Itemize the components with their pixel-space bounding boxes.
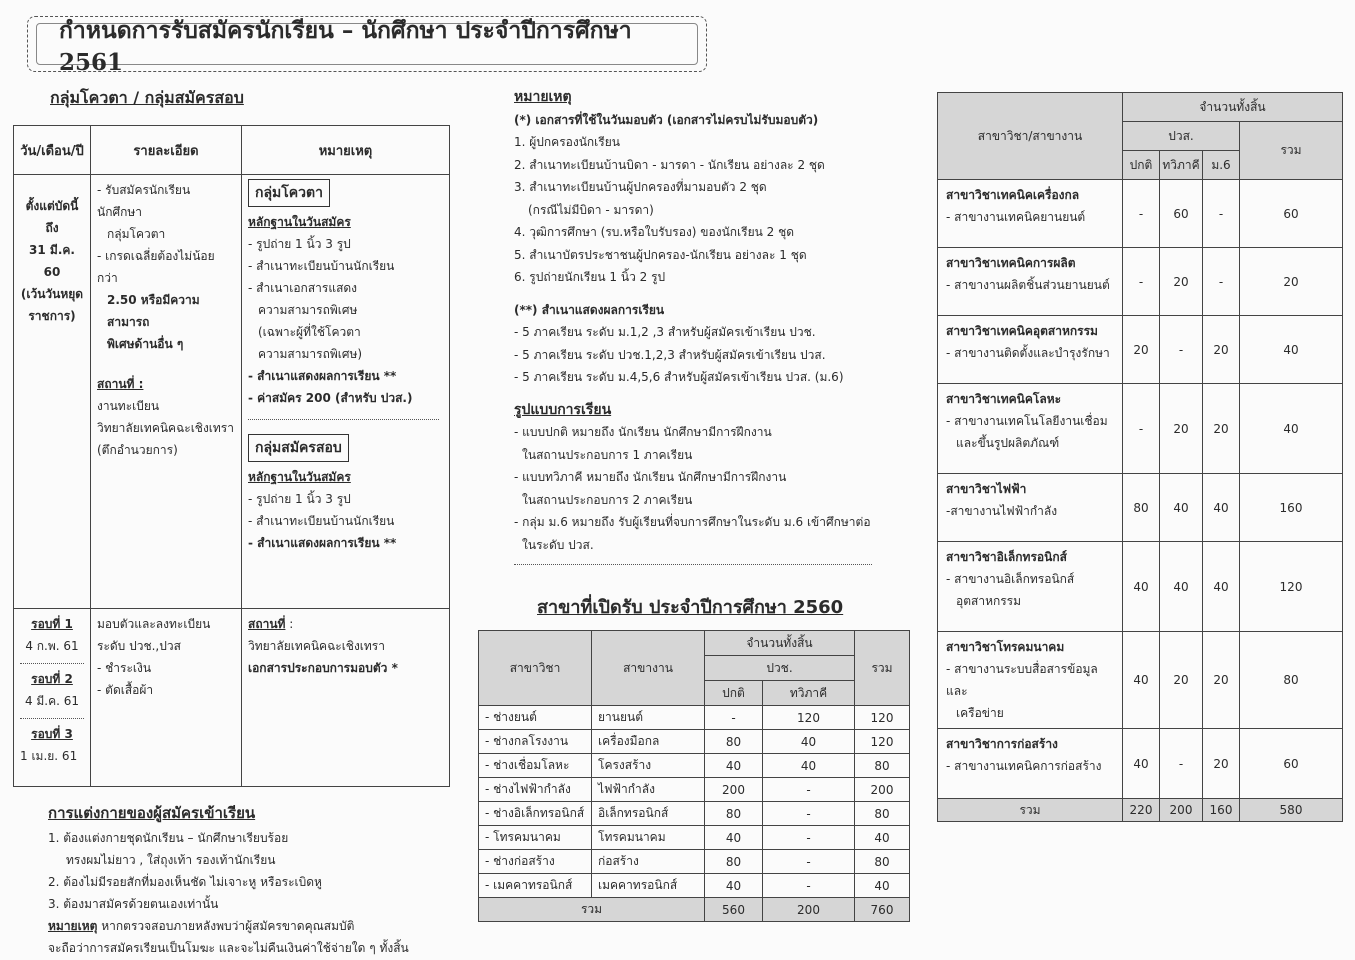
cell-m6: 20: [1203, 729, 1240, 799]
table-row: [479, 778, 910, 802]
cell-work: - สาขางานเทคนิคการก่อสร้าง: [946, 759, 1102, 773]
table-row: [938, 316, 1343, 384]
cell-work: - สาขางานเทคนิคยานยนต์: [946, 210, 1086, 224]
cell-sum: 80: [855, 802, 910, 826]
cell-major: [938, 632, 1123, 729]
dress-section: การแต่งกายของผู้สมัครเข้าเรียน 1. ต้องแต่งกายชุดนักเรียน – นักศึกษาเรียบร้อย ทรงผมไม่ยาว , ใส่ถุงเท้า รองเท้านักเรียน 2. ต้องไม่มีรอยสักที่มองเห็นชัด ไม่เจาะหู หรือระเบิดหู 3. ต้องมาสมัครด้วยตนเองเท่านั้น หมายเหตุ หากตรวจสอบภายหลังพบว่าผู้สมัครขาดคุณสมบัติ จะถือว่าการสมัครเรียนเป็นโมฆะ และจะไม่คืนเงินค่าใช้จ่ายใด ๆ ทั้งสิ้น: [48, 804, 409, 955]
cell-work: โครงสร้าง: [592, 754, 705, 778]
cell-normal: 40: [1123, 632, 1160, 729]
cell-m6: 20: [1203, 384, 1240, 474]
cell-m6: -: [1203, 248, 1240, 316]
cell-normal: 80: [705, 802, 763, 826]
notes-heading: หมายเหตุ: [514, 89, 572, 105]
cell-major: - ช่างยนต์: [479, 706, 592, 730]
cell-normal: 40: [705, 826, 763, 850]
cell-major: สาขาวิชาอิเล็กทรอนิกส์: [946, 550, 1067, 564]
table-row: [938, 248, 1343, 316]
cell-major: - ช่างก่อสร้าง: [479, 850, 592, 874]
cell-dual: -: [1160, 729, 1203, 799]
cell-normal: 80: [705, 850, 763, 874]
cell-work: -สาขางานไฟฟ้ากำลัง: [946, 504, 1058, 518]
cell-dual: 20: [1160, 248, 1203, 316]
table2-title: สาขาที่เปิดรับ ประจำปีการศึกษา 2560: [537, 597, 844, 618]
cell-sum: 120: [855, 730, 910, 754]
cell-major: [938, 384, 1123, 474]
cell-major: [938, 180, 1123, 248]
cell-dual: -: [763, 826, 855, 850]
cell-sum: 160: [1240, 474, 1343, 542]
date-cell: ตั้งแต่บัดนี้ ถึง 31 มี.ค. 60 (เว้นวันหยุด ราชการ): [14, 175, 91, 609]
notes-section: หมายเหตุ (*) เอกสารที่ใช้ในวันมอบตัว (เอกสารไม่ครบไม่รับมอบตัว) 1. ผู้ปกครองนักเรียน 2. สำเนาทะเบียนบ้านบิดา - มารดา - นักเรียน อย่างละ 2 ชุด 3. สำเนาทะเบียนบ้านผู้ปกครองที่มามอบตัว 2 ชุด (กรณีไม่มีบิดา - มารดา) 4. วุฒิการศึกษา (รบ.หรือใบรับรอง) ของนักเรียน 2 ชุด 5. สำเนาบัตรประชาชนผู้ปกครอง-นักเรียน อย่างละ 1 ชุด 6. รูปถ่ายนักเรียน 1 นิ้ว 2 รูป (**) สำเนาแสดงผลการเรียน - 5 ภาคเรียน ระดับ ม.1,2 ,3 สำหรับผู้สมัครเข้าเรียน ปวช. - 5 ภาคเรียน ระดับ ปวช.1,2,3 สำหรับผู้สมัครเข้าเรียน ปวส. - 5 ภาคเรียน ระดับ ม.4,5,6 สำหรับผู้สมัครเข้าเรียน ปวส. (ม.6) รูปแบบการเรียน - แบบปกติ หมายถึง นักเรียน นักศึกษามีการฝึกงาน ในสถานประกอบการ 1 ภาคเรียน - แบบทวิภาคี หมายถึง นักเรียน นักศึกษามีการฝึกงาน ในสถานประกอบการ 2 ภาคเรียน - กลุ่ม ม.6 หมายถึง รับผู้เรียนที่จบการศึกษาในระดับ ม.6 เข้าศึกษาต่อ ในระดับ ปวส.: [514, 86, 914, 565]
cell-major: สาขาวิชาเทคนิคโลหะ: [946, 392, 1062, 406]
cell-sum: 40: [855, 826, 910, 850]
cell-normal: -: [1123, 384, 1160, 474]
programs-pvs-table: สาขาวิชา/สาขางาน จำนวนทั้งสิ้น ปวส. รวม ปกติ ทวิภาคี ม.6 สาขาวิชาเทคนิคเครื่องกล - สาขางานเทคนิคยานยนต์ - 60 - 60 สาขาวิชาเทคนิคการผลิต - สาขางานผลิตชิ้นส่วนยานยนต์ - 20 - 20 สาขาวิชาเทคนิคอุตสาหกรรม - สาขางานติดตั้งและบำรุงรักษา 20 - 20 40 สาขาวิชาเทคนิคโลหะ - สาขางานเทคโนโลยีงานเชื่อม และขึ้นรูปผลิตภัณฑ์ - 20 20 40 สาขาวิชาไฟฟ้า -สาขางานไฟฟ้ากำลัง 80 40 40 160 สาขาวิชาอิเล็กทรอนิกส์ - สาขางานอิเล็กทรอนิกส์ อุตสาหกรรม 40 40 40 120 สาขาวิชาโทรคมนาคม - สาขางานระบบสื่อสารข้อมูลและ เครือข่าย 40 20 20 80 สาขาวิชาการก่อสร้าง - สาขางานเทคนิคการก่อสร้าง 40 - 20 60 รวม 220 200 160 580: [937, 92, 1343, 822]
rounds-cell: รอบที่ 1 4 ก.พ. 61 รอบที่ 2 4 มี.ค. 61 รอบที่ 3 1 เม.ย. 61: [14, 609, 91, 787]
cell-dual: 120: [763, 706, 855, 730]
table-row: [479, 754, 910, 778]
cell-work: โทรคมนาคม: [592, 826, 705, 850]
cell-work: เครื่องมือกล: [592, 730, 705, 754]
cell-normal: -: [1123, 180, 1160, 248]
cell-m6: 20: [1203, 316, 1240, 384]
cell-work2: และขึ้นรูปผลิตภัณฑ์: [956, 436, 1060, 450]
cell-major: - ช่างกลโรงงาน: [479, 730, 592, 754]
cell-normal: 80: [705, 730, 763, 754]
cell-work: - สาขางานเทคโนโลยีงานเชื่อม: [946, 414, 1108, 428]
cell-dual: -: [1160, 316, 1203, 384]
cell-work: - สาขางานผลิตชิ้นส่วนยานยนต์: [946, 278, 1110, 292]
cell-sum: 60: [1240, 729, 1343, 799]
cell-major: สาขาวิชาเทคนิคอุตสาหกรรม: [946, 324, 1098, 338]
cell-dual: -: [763, 802, 855, 826]
page-title: กำหนดการรับสมัครนักเรียน – นักศึกษา ประจำปีการศึกษา 2561: [36, 23, 698, 65]
cell-major: สาขาวิชาเทคนิคการผลิต: [946, 256, 1076, 270]
cell-sum: 80: [855, 754, 910, 778]
cell-m6: 20: [1203, 632, 1240, 729]
cell-sum: 200: [855, 778, 910, 802]
cell-normal: -: [705, 706, 763, 730]
table-row: [938, 474, 1343, 542]
col-detail-header: รายละเอียด: [91, 126, 242, 175]
cell-sum: 120: [1240, 542, 1343, 632]
cell-major: [938, 316, 1123, 384]
cell-major: [938, 474, 1123, 542]
cell-normal: 200: [705, 778, 763, 802]
cell-major: สาขาวิชาการก่อสร้าง: [946, 737, 1058, 751]
cell-major: [938, 542, 1123, 632]
programs-2560-table: สาขาวิชา สาขางาน จำนวนทั้งสิ้น รวม ปวช. ปกติ ทวิภาคี - ช่างยนต์ ยานยนต์ - 120 120 - ช่างกลโรงงาน เครื่องมือกล 80 40 120 - ช่างเชื่อมโลหะ โครงสร้าง 40 40 80 - ช่างไฟฟ้ากำลัง ไฟฟ้ากำลัง 200 - 200 - ช่างอิเล็กทรอนิกส์ อิเล็กทรอนิกส์ 80 - 80 - โทรคมนาคม โทรคมนาคม 40 - 40 - ช่างก่อสร้าง ก่อสร้าง 80 - 80 - เมคคาทรอนิกส์ เมคคาทรอนิกส์ 40 - 40 รวม 560 200 760: [478, 630, 910, 922]
cell-major: - ช่างเชื่อมโลหะ: [479, 754, 592, 778]
cell-m6: -: [1203, 180, 1240, 248]
cell-major: สาขาวิชาเทคนิคเครื่องกล: [946, 188, 1080, 202]
table-row: [479, 802, 910, 826]
note-cell: กลุ่มโควตา หลักฐานในวันสมัคร - รูปถ่าย 1 นิ้ว 3 รูป - สำเนาทะเบียนบ้านนักเรียน - สำเนาเอกสารแสดง ความสามารถพิเศษ (เฉพาะผู้ที่ใช้โควตา ความสามารถพิเศษ) - สำเนาแสดงผลการเรียน ** - ค่าสมัคร 200 (สำหรับ ปวส.) กลุ่มสมัครสอบ หลักฐานในวันสมัคร - รูปถ่าย 1 นิ้ว 3 รูป - สำเนาทะเบียนบ้านนักเรียน - สำเนาแสดงผลการเรียน **: [242, 175, 450, 609]
col-note-header: หมายเหตุ: [242, 126, 450, 175]
cell-major: [938, 729, 1123, 799]
round-note-cell: สถานที่ : วิทยาลัยเทคนิคฉะเชิงเทรา เอกสารประกอบการมอบตัว *: [242, 609, 450, 787]
table-row: [938, 180, 1343, 248]
left-heading: กลุ่มโควตา / กลุ่มสมัครสอบ: [50, 88, 244, 107]
cell-sum: 20: [1240, 248, 1343, 316]
cell-sum: 40: [1240, 384, 1343, 474]
cell-normal: 20: [1123, 316, 1160, 384]
cell-work: เมคคาทรอนิกส์: [592, 874, 705, 898]
cell-major: [938, 248, 1123, 316]
table-row: [479, 874, 910, 898]
cell-dual: 20: [1160, 384, 1203, 474]
cell-work: - สาขางานอิเล็กทรอนิกส์: [946, 572, 1075, 586]
title-frame: [27, 16, 707, 76]
cell-dual: 40: [1160, 474, 1203, 542]
table-row: [479, 706, 910, 730]
cell-dual: 40: [763, 754, 855, 778]
cell-normal: -: [1123, 248, 1160, 316]
cell-work: - สาขางานระบบสื่อสารข้อมูลและ: [946, 662, 1098, 698]
place-label: สถานที่ :: [97, 377, 144, 391]
table-row: [938, 632, 1343, 729]
cell-normal: 40: [1123, 729, 1160, 799]
col-date-header: วัน/เดือน/ปี: [14, 126, 91, 175]
table-row: [938, 542, 1343, 632]
cell-work: อิเล็กทรอนิกส์: [592, 802, 705, 826]
cell-m6: 40: [1203, 474, 1240, 542]
cell-major: - เมคคาทรอนิกส์: [479, 874, 592, 898]
round-detail-cell: มอบตัวและลงทะเบียน ระดับ ปวช.,ปวส - ชำระเงิน - ตัดเสื้อผ้า: [91, 609, 242, 787]
cell-sum: 120: [855, 706, 910, 730]
cell-work: ยานยนต์: [592, 706, 705, 730]
schedule-table: [13, 125, 450, 787]
table-row: [479, 826, 910, 850]
cell-dual: -: [763, 874, 855, 898]
cell-major: สาขาวิชาโทรคมนาคม: [946, 640, 1065, 654]
cell-major: - โทรคมนาคม: [479, 826, 592, 850]
quota-tag: กลุ่มโควตา: [248, 179, 330, 207]
cell-normal: 40: [705, 754, 763, 778]
cell-sum: 80: [1240, 632, 1343, 729]
cell-major: สาขาวิชาไฟฟ้า: [946, 482, 1027, 496]
table-row: [479, 850, 910, 874]
cell-dual: -: [763, 778, 855, 802]
cell-work: - สาขางานติดตั้งและบำรุงรักษา: [946, 346, 1110, 360]
cell-dual: 60: [1160, 180, 1203, 248]
exam-tag: กลุ่มสมัครสอบ: [248, 434, 349, 462]
cell-dual: 20: [1160, 632, 1203, 729]
cell-dual: -: [763, 850, 855, 874]
cell-major: - ช่างไฟฟ้ากำลัง: [479, 778, 592, 802]
cell-normal: 40: [705, 874, 763, 898]
cell-m6: 40: [1203, 542, 1240, 632]
cell-sum: 40: [855, 874, 910, 898]
cell-work2: เครือข่าย: [956, 706, 1004, 720]
cell-major: - ช่างอิเล็กทรอนิกส์: [479, 802, 592, 826]
cell-sum: 60: [1240, 180, 1343, 248]
detail-cell: - รับสมัครนักเรียน นักศึกษา กลุ่มโควตา - เกรดเฉลี่ยต้องไม่น้อยกว่า 2.50 หรือมีความสามารถ พิเศษด้านอื่น ๆ สถานที่ : งานทะเบียน วิทยาลัยเทคนิคฉะเชิงเทรา (ตึกอำนวยการ): [91, 175, 242, 609]
table-row: [938, 384, 1343, 474]
cell-sum: 40: [1240, 316, 1343, 384]
cell-work: ไฟฟ้ากำลัง: [592, 778, 705, 802]
table-row: [479, 730, 910, 754]
cell-normal: 80: [1123, 474, 1160, 542]
table-row: [938, 729, 1343, 799]
cell-work: ก่อสร้าง: [592, 850, 705, 874]
cell-dual: 40: [1160, 542, 1203, 632]
cell-work2: อุตสาหกรรม: [956, 594, 1022, 608]
cell-dual: 40: [763, 730, 855, 754]
cell-normal: 40: [1123, 542, 1160, 632]
cell-sum: 80: [855, 850, 910, 874]
